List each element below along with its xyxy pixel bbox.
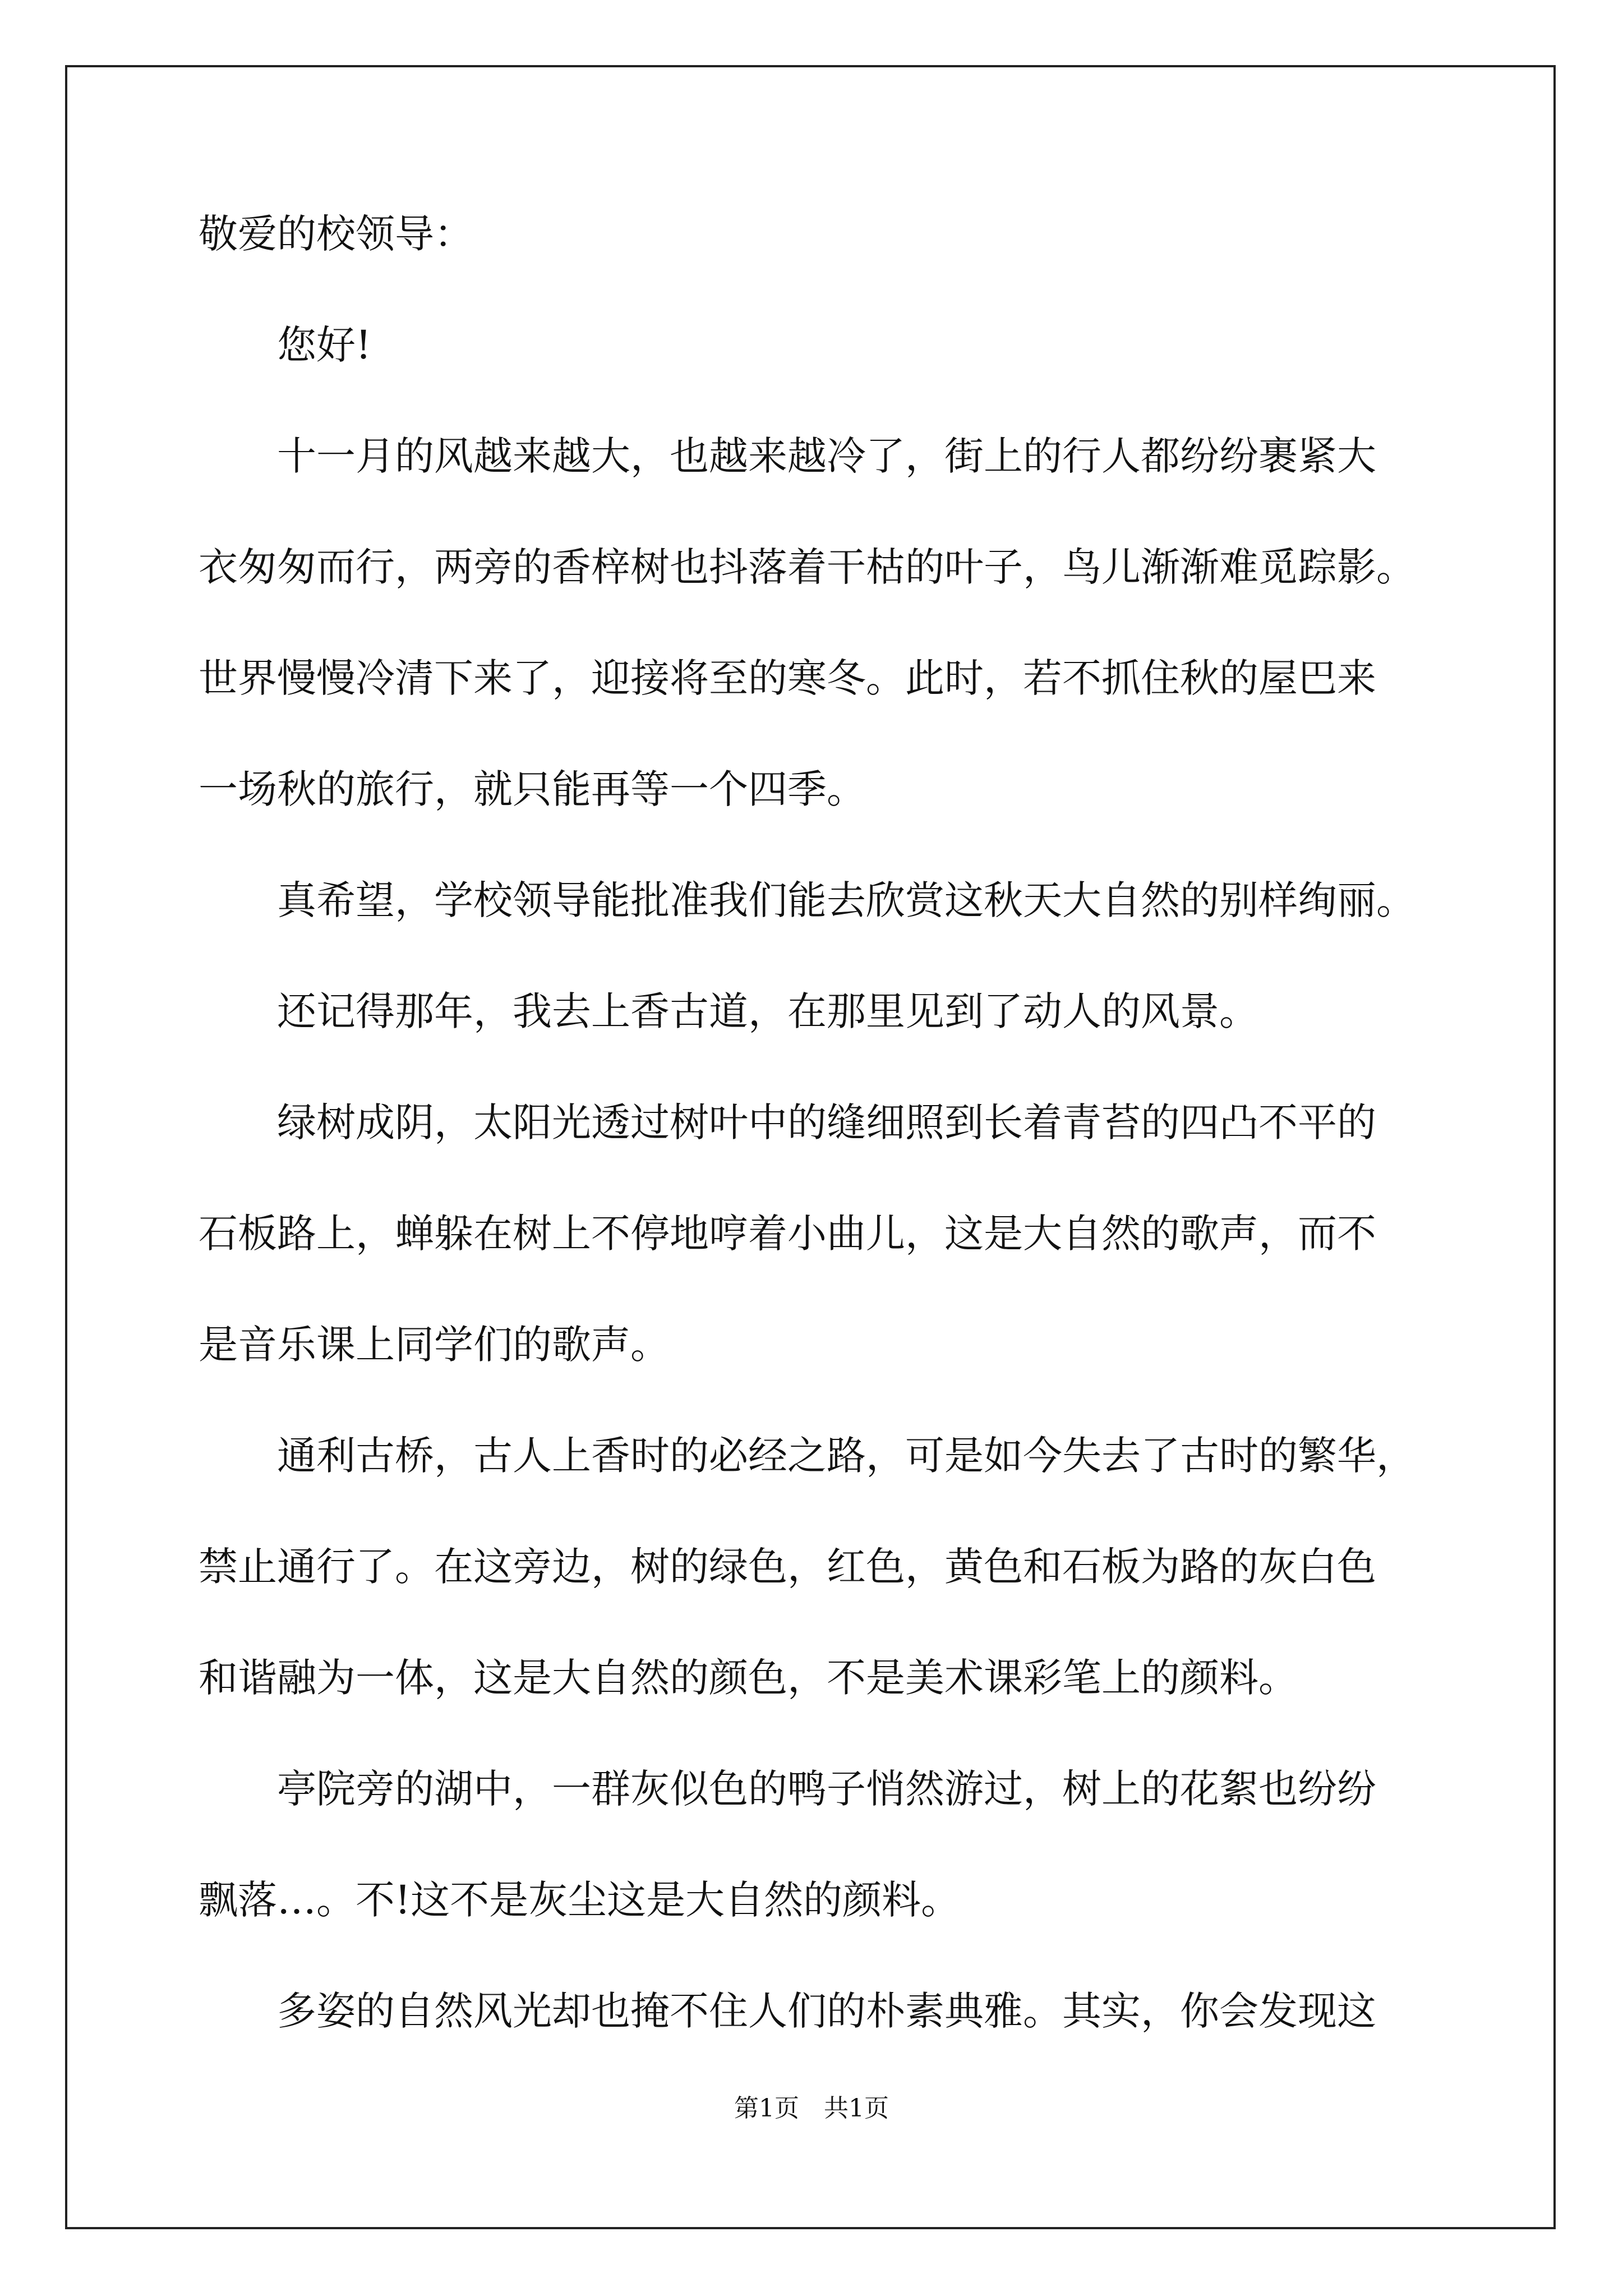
page-number-label: 第1页 共1页 xyxy=(734,2094,889,2123)
greeting-line: 您好! xyxy=(199,322,372,368)
text-line: 衣匆匆而行，两旁的香梓树也抖落着干枯的叶子，鸟儿渐渐难觅踪影。 xyxy=(199,544,1415,590)
letter-body xyxy=(199,211,1488,2034)
page-footer xyxy=(0,2088,1623,2124)
text-line: 通利古桥，古人上香时的必经之路，可是如今失去了古时的繁华， xyxy=(199,1433,1415,1479)
text-line: 是音乐课上同学们的歌声。 xyxy=(199,1322,670,1368)
text-line: 禁止通行了。在这旁边，树的绿色，红色，黄色和石板为路的灰白色 xyxy=(199,1544,1376,1590)
text-line: 和谐融为一体，这是大自然的颜色，不是美术课彩笔上的颜料。 xyxy=(199,1655,1298,1701)
text-line: 一场秋的旅行，就只能再等一个四季。 xyxy=(199,766,866,812)
text-line: 多姿的自然风光却也掩不住人们的朴素典雅。其实，你会发现这 xyxy=(199,1988,1376,2034)
text-line: 十一月的风越来越大，也越来越冷了，街上的行人都纷纷裹紧大 xyxy=(199,433,1376,479)
text-line: 绿树成阴，太阳光透过树叶中的缝细照到长着青苔的四凸不平的 xyxy=(199,1099,1376,1145)
text-line: 石板路上，蝉躲在树上不停地哼着小曲儿，这是大自然的歌声，而不 xyxy=(199,1211,1376,1257)
text-line: 亭院旁的湖中，一群灰似色的鸭子悄然游过，树上的花絮也纷纷 xyxy=(199,1766,1376,1812)
text-line: 飘落…。不!这不是灰尘这是大自然的颜料。 xyxy=(199,1877,961,1923)
text-line: 还记得那年，我去上香古道，在那里见到了动人的风景。 xyxy=(199,988,1258,1034)
salutation-line: 敬爱的校领导： xyxy=(199,211,473,257)
text-line: 世界慢慢冷清下来了，迎接将至的寒冬。此时，若不抓住秋的屋巴来 xyxy=(199,655,1376,701)
text-line: 真希望，学校领导能批准我们能去欣赏这秋天大自然的别样绚丽。 xyxy=(199,877,1415,923)
